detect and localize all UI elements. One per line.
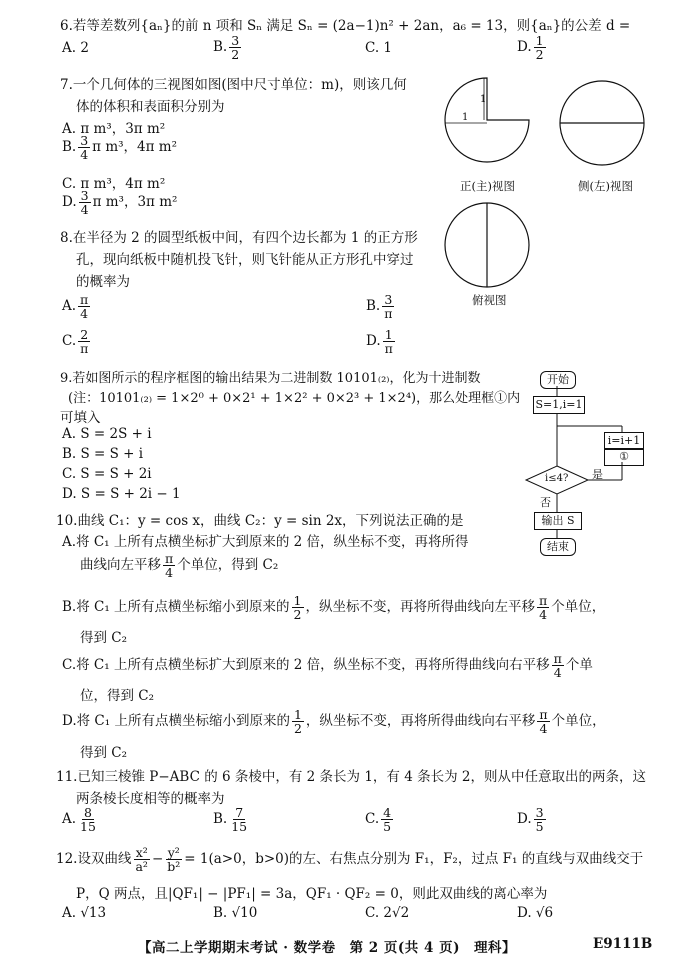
q8-option-d: D. $\frac{1}{\pi}$ (366, 327, 393, 357)
front-view-dim-vertical: 1 (480, 94, 487, 105)
q8-line3: 的概率为 (76, 274, 130, 290)
q6-option-d: D. $\frac{1}{2}$ (517, 33, 544, 63)
q7-option-a: A. π m³，3π m² (62, 121, 166, 137)
q10-stem: 10.曲线 C₁：y = cos x，曲线 C₂：y = sin 2x，下列说法正确的是 (56, 513, 464, 529)
q7-line1: 7.一个几何体的三视图如图(图中尺寸单位：m)，则该几何 (60, 77, 407, 93)
q6-stem: 6.若等差数列{aₙ}的前 n 项和 Sₙ 满足 Sₙ = (2a−1)n² + 2an，a₆ = 13，则{aₙ}的公差 d = (60, 18, 631, 34)
q8-line2: 孔，现向纸板中随机投飞针，则飞针能从正方形孔中穿过 (76, 252, 414, 268)
flowchart-increment: i=i+1 (604, 432, 644, 450)
q8-option-c: C. $\frac{2}{\pi}$ (62, 327, 89, 357)
q6-option-b: B. $\frac{3}{2}$ (213, 33, 240, 63)
q10-option-d-line2: 得到 C₂ (80, 745, 128, 761)
flowchart-condition: i≤4? (545, 473, 569, 484)
side-view-label: 侧(左)视图 (578, 179, 633, 193)
q11-option-d: D. $\frac{3}{5}$ (517, 805, 544, 835)
flowchart-init: S=1,i=1 (533, 396, 585, 414)
q12-option-b: B. √10 (213, 905, 258, 921)
front-view-dim-horizontal: 1 (462, 112, 469, 123)
q7-option-b: B. $\frac{3}{4}$ π m³，4π m² (62, 133, 178, 163)
q12-option-d: D. √6 (517, 905, 554, 921)
q12-line1: 12.设双曲线 $\frac{\text{x²}}{\text{a²}}$ − $\frac{\text{y²}}{\text{b²}}$ = 1(a>0，b>0)的左、右焦点分别为 F₁，F₂，过点 F₁ 的直线与双曲线交于 (56, 845, 644, 875)
flowchart-start: 开始 (540, 371, 576, 389)
q6-option-c: C. 1 (365, 40, 393, 56)
q10-option-d-line1: D.将 C₁ 上所有点横坐标缩小到原来的 $\frac{1}{2}$ ，纵坐标不变，再将所得曲线向右平移 $\frac{\pi}{4}$ 个单位， (62, 707, 606, 737)
q9-line2: (注：10101₍₂₎ = 1×2⁰ + 0×2¹ + 1×2² + 0×2³ + 1×2⁴)，那么处理框①内 (68, 391, 521, 406)
q11-option-b: B. $\frac{7}{15}$ (213, 805, 248, 835)
q7-option-c: C. π m³，4π m² (62, 176, 166, 192)
q11-option-a: A. $\frac{8}{15}$ (62, 805, 96, 835)
front-view-label: 正(主)视图 (460, 179, 515, 193)
flowchart-output: 输出 S (534, 512, 582, 530)
page-footer: 【高二上学期期末考试 · 数学卷 第 2 页(共 4 页) 理科】 (138, 940, 516, 956)
front-view-shape (445, 78, 529, 162)
q9-option-b: B. S = S + i (62, 446, 144, 462)
top-view-label: 俯视图 (472, 293, 507, 307)
flowchart-box1: ① (604, 448, 644, 466)
q8-option-a: A. $\frac{\pi}{4}$ (62, 292, 89, 322)
q8-option-b: B. $\frac{3}{\pi}$ (366, 292, 393, 322)
q7-option-d: D. $\frac{3}{4}$ π m³，3π m² (62, 188, 178, 218)
flowchart-no: 否 (540, 496, 551, 509)
q9-line1: 9.若如图所示的程序框图的输出结果为二进制数 10101₍₂₎，化为十进制数 (60, 371, 481, 386)
q10-option-c-line1: C.将 C₁ 上所有点横坐标扩大到原来的 2 倍，纵坐标不变，再将所得曲线向右平移 $\frac{\pi}{4}$ 个单 (62, 651, 593, 681)
q10-option-b-line1: B.将 C₁ 上所有点横坐标缩小到原来的 $\frac{1}{2}$ ，纵坐标不变，再将所得曲线向左平移 $\frac{\pi}{4}$ 个单位， (62, 593, 606, 623)
q9-option-a: A. S = 2S + i (62, 426, 152, 442)
q11-option-c: C. $\frac{4}{5}$ (365, 805, 392, 835)
exam-code: E9111B (593, 936, 653, 952)
q7-line2: 体的体积和表面积分别为 (76, 99, 225, 115)
q12-option-a: A. √13 (62, 905, 107, 921)
q11-line2: 两条棱长度相等的概率为 (76, 791, 225, 807)
q9-option-d: D. S = S + 2i − 1 (62, 486, 181, 502)
q10-option-a-line2: 曲线向左平移 $\frac{\pi}{4}$ 个单位，得到 C₂ (80, 551, 279, 581)
q9-option-c: C. S = S + 2i (62, 466, 152, 482)
q9-line3: 可填入 (60, 410, 101, 426)
flowchart-yes: 是 (592, 468, 603, 481)
q6-option-a: A. 2 (62, 40, 89, 56)
flowchart-end: 结束 (540, 538, 576, 556)
q10-option-b-line2: 得到 C₂ (80, 630, 128, 646)
q12-option-c: C. 2√2 (365, 905, 410, 921)
q12-line2: P，Q 两点，且|QF₁| − |PF₁| = 3a，QF₁ · QF₂ = 0，则此双曲线的离心率为 (76, 886, 548, 902)
q8-line1: 8.在半径为 2 的圆型纸板中间，有四个边长都为 1 的正方形 (60, 230, 418, 246)
q10-option-a-line1: A.将 C₁ 上所有点横坐标扩大到原来的 2 倍，纵坐标不变，再将所得 (62, 534, 469, 550)
q10-option-c-line2: 位，得到 C₂ (80, 688, 155, 704)
q11-line1: 11.已知三棱锥 P−ABC 的 6 条棱中，有 2 条长为 1，有 4 条长为 2，则从中任意取出的两条，这 (56, 769, 646, 785)
